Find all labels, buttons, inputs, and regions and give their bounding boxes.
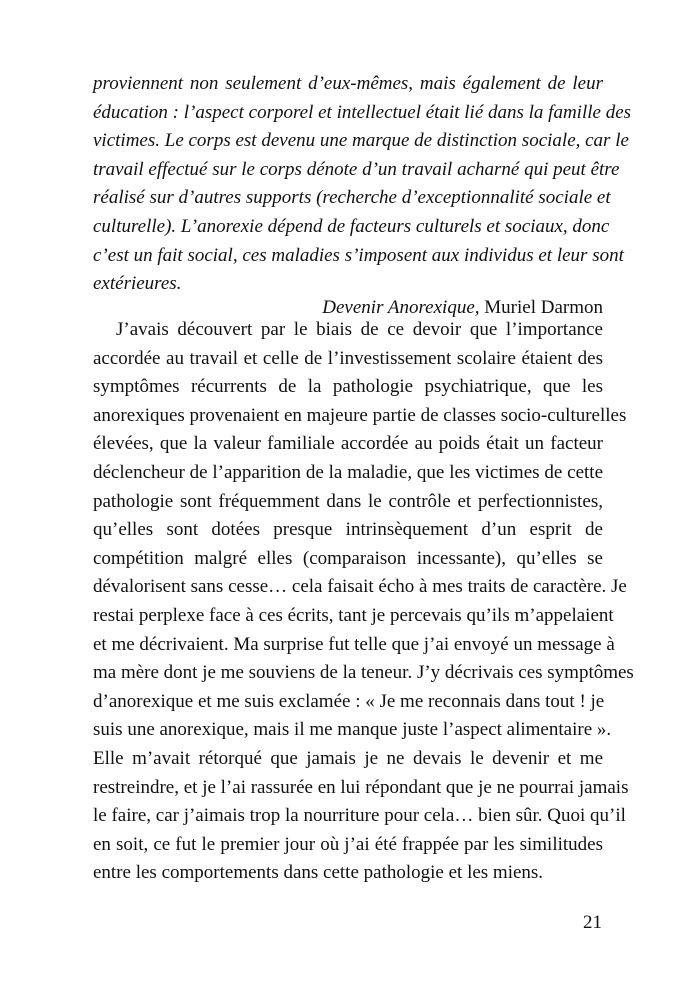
body-line: dévalorisent sans cesse… cela faisait écho à mes traits de caractère. Je xyxy=(93,576,627,598)
quote-line: c’est un fait social, ces maladies s’imposent aux individus et leur sont xyxy=(93,244,624,266)
body-line: Elle m’avait rétorqué que jamais je ne devais le devenir et me xyxy=(93,747,603,769)
body-line: le faire, car j’aimais trop la nourriture pour cela… bien sûr. Quoi qu’il xyxy=(93,805,626,827)
body-line: suis une anorexique, mais il me manque juste l’aspect alimentaire ». xyxy=(93,719,612,741)
body-line: symptômes récurrents de la pathologie psychiatrique, que les xyxy=(93,376,603,398)
quote-line: proviennent non seulement d’eux-mêmes, mais également de leur xyxy=(93,73,603,94)
body-line: anorexiques provenaient en majeure partie de classes socio-culturelles xyxy=(93,404,627,426)
body-line: ma mère dont je me souviens de la teneur. J’y décrivais ces symptômes xyxy=(93,662,634,684)
body-line: déclencheur de l’apparition de la maladie, que les victimes de cette xyxy=(93,461,603,483)
body-line: d’anorexique et me suis exclamée : « Je me reconnais dans tout ! je xyxy=(93,690,605,712)
quote-line: extérieures. xyxy=(93,273,182,295)
body-line: restreindre, et je l’ai rassurée en lui répondant que je ne pourrai jamais xyxy=(93,776,629,798)
body-line: en soit, ce fut le premier jour où j’ai été frappée par les similitudes xyxy=(93,833,603,855)
body-line: qu’elles sont dotées presque intrinsèquement d’un esprit de xyxy=(93,519,603,541)
body-line: J’avais découvert par le biais de ce devoir que l’importance xyxy=(116,319,603,340)
body-paragraph xyxy=(93,316,634,888)
quote-line: victimes. Le corps est devenu une marque de distinction sociale, car le xyxy=(93,130,629,152)
quote-line: travail effectué sur le corps dénote d’un travail acharné qui peut être xyxy=(93,158,620,180)
source-title: Devenir Anorexique, xyxy=(322,297,480,318)
body-line: pathologie sont fréquemment dans le contrôle et perfectionnistes, xyxy=(93,490,603,512)
quote-line: éducation : l’aspect corporel et intellectuel était lié dans la famille des xyxy=(93,101,632,123)
body-line: élevées, que la valeur familiale accordée au poids était un facteur xyxy=(93,433,603,455)
body-line: et me décrivaient. Ma surprise fut telle que j’ai envoyé un message à xyxy=(93,633,615,655)
block-quote xyxy=(93,70,632,299)
body-line: compétition malgré elles (comparaison incessante), qu’elles se xyxy=(93,547,603,569)
source-author: Muriel Darmon xyxy=(484,297,603,318)
body-line: restai perplexe face à ces écrits, tant je percevais qu’ils m’appelaient xyxy=(93,604,614,626)
page-number: 21 xyxy=(583,912,602,933)
quote-line: réalisé sur d’autres supports (recherche d’exceptionnalité sociale et xyxy=(93,187,611,209)
quote-line: culturelle). L’anorexie dépend de facteurs culturels et sociaux, donc xyxy=(93,215,610,237)
body-line: entre les comportements dans cette pathologie et les miens. xyxy=(93,862,544,884)
body-line: accordée au travail et celle de l’investissement scolaire étaient des xyxy=(93,347,603,369)
